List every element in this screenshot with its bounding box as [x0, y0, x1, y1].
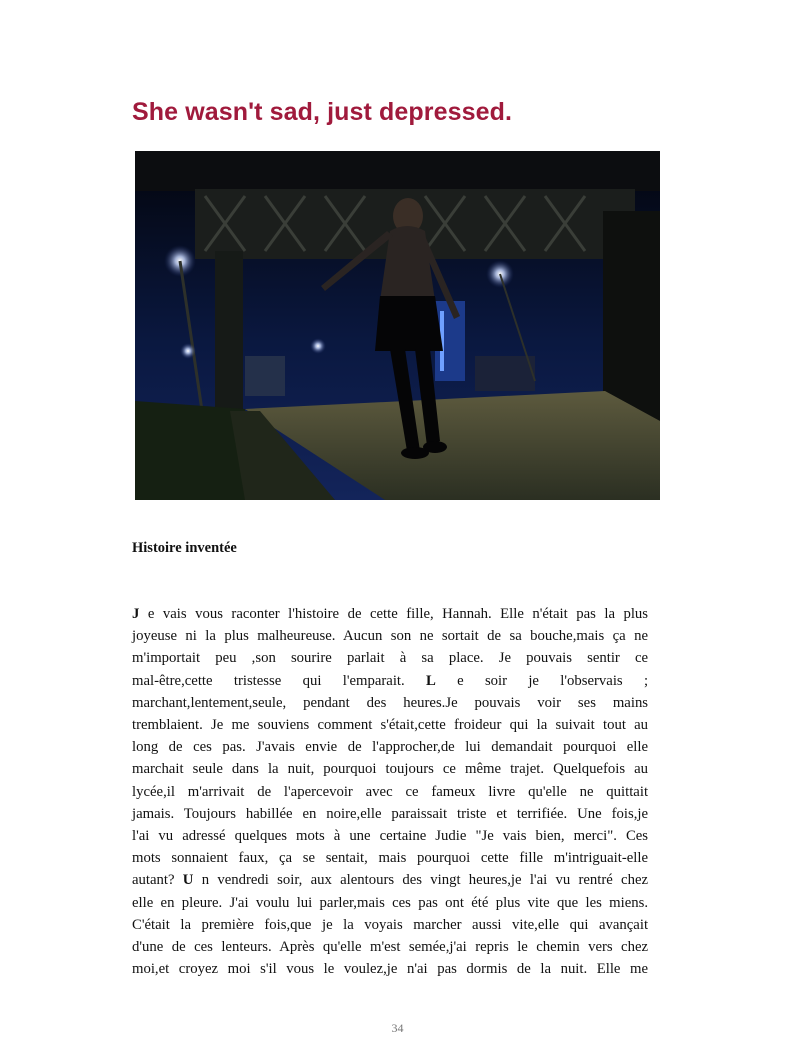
photo-icon [135, 151, 660, 500]
drop-letter: U [182, 871, 194, 889]
body-line: C'était la première fois,que je la voyais marcher aussi vite,elle qui avançait [132, 915, 649, 933]
story-subtitle: Histoire inventée [132, 540, 237, 556]
body-line [132, 670, 648, 692]
body-line: jamais. Toujours habillée en noire,elle paraissait triste et terrifiée. Une fois,je [132, 804, 649, 822]
body-line-text: mal-être,cette tristesse qui l'emparait. [132, 671, 426, 689]
page-title: She wasn't sad, just depressed. [132, 98, 513, 126]
body-line: marchant,lentement,seule, pendant des heures.Je pouvais voir ses mains [132, 693, 649, 711]
body-line: elle en pleure. J'ai voulu lui parler,mais ces pas ont été plus vite que les miens. [132, 893, 649, 911]
body-line: m'importait peu ,son sourire parlait à sa place. Je pouvais sentir ce [132, 649, 649, 667]
body-line: joyeuse ni la plus malheureuse. Aucun son ne sortait de sa bouche,mais ça ne [132, 627, 649, 645]
night-bridge-photo [135, 151, 660, 500]
page-number: 34 [391, 1021, 404, 1035]
body-line-text: e soir je l'observais ; [435, 671, 649, 689]
body-line: marchait seule dans la nuit, pourquoi toujours ce même trajet. Quelquefois au [132, 760, 649, 778]
body-line [132, 603, 648, 625]
body-line: lycée,il m'arrivait de l'apercevoir avec ce fameux livre qu'elle ne quittait [132, 782, 649, 800]
body-line: l'ai vu adressé quelques mots à une certaine Judie "Je vais bien, merci". Ces [132, 827, 649, 845]
body-line: d'une de ces lenteurs. Après qu'elle m'est semée,j'ai repris le chemin vers chez [132, 938, 649, 956]
drop-letter: J [132, 605, 140, 622]
body-line: mots sonnaient faux, ça se sentait, mais pourquoi cette fille m'intriguait-elle [132, 849, 649, 867]
body-line: tremblaient. Je me souviens comment s'était,cette froideur qui la suivait tout au [132, 716, 649, 734]
body-line-text: e vais vous raconter l'histoire de cette fille, Hannah. Elle n'était pas la plus [139, 605, 649, 622]
body-line-text: autant? [132, 871, 183, 889]
body-line: long de ces pas. J'avais envie de l'approcher,de lui demandait pourquoi elle [132, 738, 649, 756]
body-line-text: n vendredi soir, aux alentours des vingt heures,je l'ai vu rentré chez [193, 871, 649, 889]
body-line [132, 869, 648, 891]
drop-letter: L [425, 671, 436, 689]
body-line: moi,et croyez moi s'il vous le voulez,je n'ai pas dormis de la nuit. Elle me [132, 960, 649, 978]
story-body [132, 603, 648, 980]
